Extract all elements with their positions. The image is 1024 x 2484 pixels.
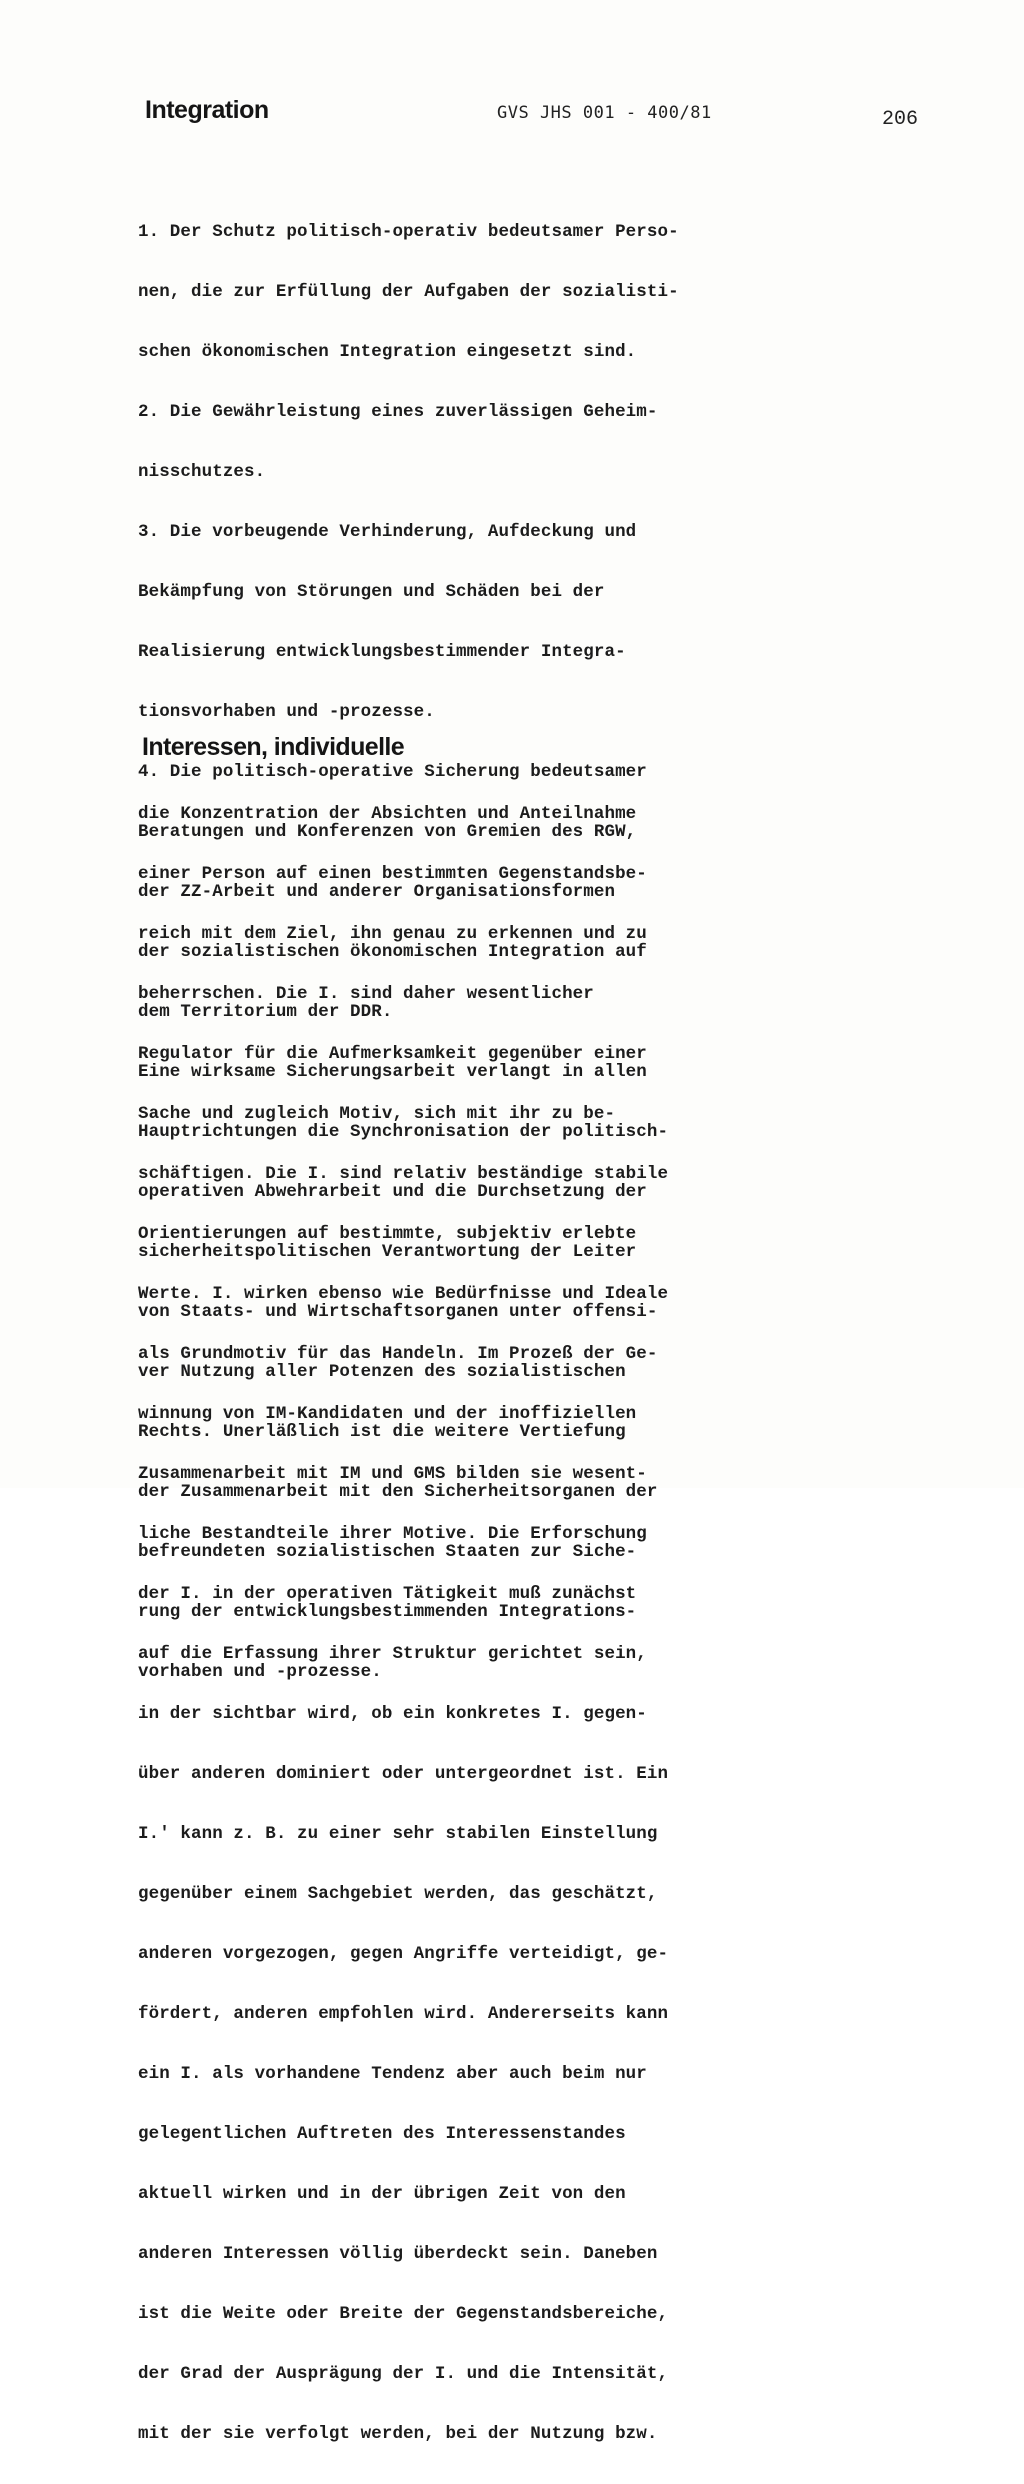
text-line: Regulator für die Aufmerksamkeit gegenüber einer — [138, 1044, 647, 1064]
text-line: Zusammenarbeit mit IM und GMS bilden sie wesent- — [138, 1464, 647, 1484]
text-line: aktuell wirken und in der übrigen Zeit von den — [138, 2184, 626, 2204]
text-line: Orientierungen auf bestimmte, subjektiv erlebte — [138, 1224, 637, 1244]
text-line: anderen Interessen völlig überdeckt sein. Daneben — [138, 2244, 658, 2264]
text-line: schen ökonomischen Integration eingesetzt sind. — [138, 342, 637, 362]
text-line: gelegentlichen Auftreten des Interessenstandes — [138, 2124, 626, 2144]
text-line: 3. Die vorbeugende Verhinderung, Aufdeckung und — [138, 522, 637, 542]
text-line: ist die Weite oder Breite der Gegenstandsbereiche, — [138, 2304, 669, 2324]
text-line: Rechts. Unerläßlich ist die weitere Vertiefung — [138, 1422, 626, 1442]
text-line: fördert, anderen empfohlen wird. Andererseits kann — [138, 2004, 669, 2024]
section-heading: Interessen, individuelle — [142, 733, 405, 761]
text-line: vorhaben und -prozesse. — [138, 1662, 382, 1682]
text-line: I.' kann z. B. zu einer sehr stabilen Einstellung — [138, 1824, 658, 1844]
text-line: gegenüber einem Sachgebiet werden, das geschätzt, — [138, 1884, 658, 1904]
page-number: 206 — [882, 108, 919, 131]
text-line: Sache und zugleich Motiv, sich mit ihr zu be- — [138, 1104, 616, 1124]
document-reference: GVS JHS 001 - 400/81 — [497, 103, 712, 123]
text-line: liche Bestandteile ihrer Motive. Die Erforschung — [138, 1524, 647, 1544]
header-keyword: Integration — [145, 96, 269, 124]
text-line: der Zusammenarbeit mit den Sicherheitsorganen der — [138, 1482, 658, 1502]
interessen-body — [138, 764, 668, 2484]
text-line: sicherheitspolitischen Verantwortung der Leiter — [138, 1242, 637, 1262]
text-line: reich mit dem Ziel, ihn genau zu erkennen und zu — [138, 924, 647, 944]
text-line: rung der entwicklungsbestimmenden Integrations- — [138, 1602, 637, 1622]
text-line: einer Person auf einen bestimmten Gegenstandsbe- — [138, 864, 647, 884]
text-line: der I. in der operativen Tätigkeit muß zunächst — [138, 1584, 637, 1604]
text-line: nisschutzes. — [138, 462, 266, 482]
text-line: 2. Die Gewährleistung eines zuverlässigen Geheim- — [138, 402, 658, 422]
text-line: auf die Erfassung ihrer Struktur gerichtet sein, — [138, 1644, 647, 1664]
text-line: Bekämpfung von Störungen und Schäden bei der — [138, 582, 605, 602]
text-line: der sozialistischen ökonomischen Integration auf — [138, 942, 647, 962]
text-line: ein I. als vorhandene Tendenz aber auch beim nur — [138, 2064, 647, 2084]
text-line: der Grad der Ausprägung der I. und die Intensität, — [138, 2364, 669, 2384]
text-line: Beratungen und Konferenzen von Gremien des RGW, — [138, 822, 637, 842]
text-line: beherrschen. Die I. sind daher wesentlicher — [138, 984, 594, 1004]
text-line: 4. Die politisch-operative Sicherung bedeutsamer — [138, 762, 647, 782]
text-line: ver Nutzung aller Potenzen des sozialistischen — [138, 1362, 626, 1382]
text-line: anderen vorgezogen, gegen Angriffe verteidigt, ge- — [138, 1944, 669, 1964]
text-line: 1. Der Schutz politisch-operativ bedeutsamer Perso- — [138, 222, 679, 242]
text-line: winnung von IM-Kandidaten und der inoffiziellen — [138, 1404, 637, 1424]
text-line: der ZZ-Arbeit und anderer Organisationsformen — [138, 882, 616, 902]
text-line: operativen Abwehrarbeit und die Durchsetzung der — [138, 1182, 647, 1202]
text-line: Realisierung entwicklungsbestimmender Integra- — [138, 642, 626, 662]
text-line: schäftigen. Die I. sind relativ beständige stabile — [138, 1164, 669, 1184]
text-line: über anderen dominiert oder untergeordnet ist. Ein — [138, 1764, 669, 1784]
text-line: tionsvorhaben und -prozesse. — [138, 702, 435, 722]
text-line: mit der sie verfolgt werden, bei der Nutzung bzw. — [138, 2424, 658, 2444]
text-line: von Staats- und Wirtschaftsorganen unter offensi- — [138, 1302, 658, 1322]
text-line: in der sichtbar wird, ob ein konkretes I. gegen- — [138, 1704, 647, 1724]
text-line: Eine wirksame Sicherungsarbeit verlangt in allen — [138, 1062, 647, 1082]
text-line: nen, die zur Erfüllung der Aufgaben der sozialisti- — [138, 282, 679, 302]
text-line: befreundeten sozialistischen Staaten zur Siche- — [138, 1542, 637, 1562]
text-line: dem Territorium der DDR. — [138, 1002, 393, 1022]
text-line: die Konzentration der Absichten und Anteilnahme — [138, 804, 637, 824]
text-line: Hauptrichtungen die Synchronisation der politisch- — [138, 1122, 669, 1142]
text-line: als Grundmotiv für das Handeln. Im Prozeß der Ge- — [138, 1344, 658, 1364]
text-line: Werte. I. wirken ebenso wie Bedürfnisse und Ideale — [138, 1284, 669, 1304]
